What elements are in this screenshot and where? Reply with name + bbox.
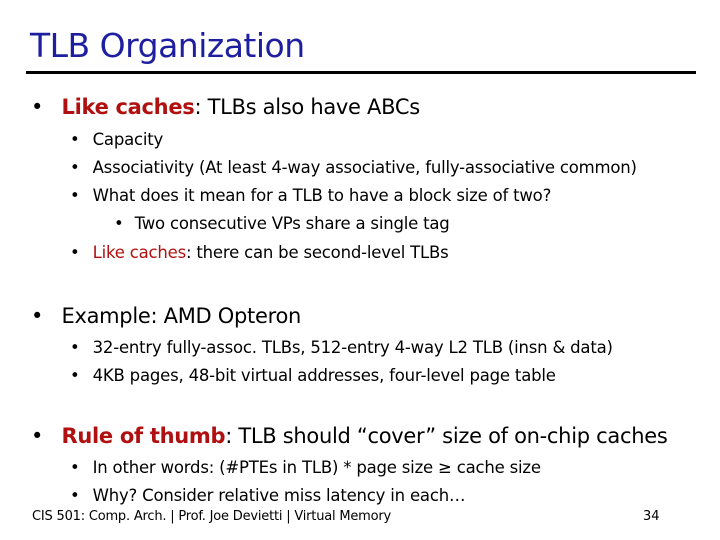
subbullet-text: 4KB pages, 48-bit virtual addresses, four-level page table — [92, 366, 556, 385]
bullet-glyph: • — [70, 338, 80, 357]
subbullet-text: Associativity (At least 4-way associative, fully-associative common) — [92, 158, 637, 177]
subbullet-block-size — [70, 186, 551, 205]
subbullet-text: In other words: (#PTEs in TLB) * page size ≥ cache size — [92, 458, 541, 477]
slide-footer: CIS 501: Comp. Arch. | Prof. Joe Devietti | Virtual Memory — [32, 509, 392, 524]
bullet-glyph: • — [70, 486, 80, 505]
bullet-text: : TLB should “cover” size of on-chip caches — [225, 424, 668, 448]
subsubbullet-text: Two consecutive VPs share a single tag — [134, 214, 450, 233]
subbullet-text: 32-entry fully-assoc. TLBs, 512-entry 4-way L2 TLB (insn & data) — [92, 338, 613, 357]
bullet-text: Example: AMD Opteron — [61, 304, 302, 328]
bullet-glyph: • — [31, 424, 44, 448]
highlight-rule-of-thumb: Rule of thumb — [61, 424, 226, 448]
slide-title: TLB Organization — [30, 26, 305, 65]
subbullet-text: : there can be second-level TLBs — [186, 243, 449, 262]
bullet-glyph: • — [70, 366, 80, 385]
highlight-like-caches: Like caches — [61, 95, 195, 119]
title-underline — [26, 71, 696, 74]
subbullet-text: Capacity — [92, 130, 164, 149]
bullet-glyph: • — [70, 186, 80, 205]
subbullet-text: What does it mean for a TLB to have a block size of two? — [92, 186, 552, 205]
bullet-like-caches — [31, 95, 420, 119]
bullet-text: : TLBs also have ABCs — [194, 95, 420, 119]
subsubbullet-vps — [114, 214, 450, 233]
bullet-rule-of-thumb — [31, 424, 667, 448]
subbullet-pages — [70, 366, 556, 385]
bullet-glyph: • — [70, 130, 80, 149]
bullet-glyph: • — [70, 158, 80, 177]
page-number: 34 — [643, 509, 660, 524]
bullet-glyph: • — [31, 304, 44, 328]
subbullet-other-words — [70, 458, 541, 477]
bullet-glyph: • — [70, 458, 80, 477]
subbullet-text: Why? Consider relative miss latency in each… — [92, 486, 466, 505]
subbullet-capacity — [70, 130, 163, 149]
bullet-example — [31, 304, 301, 328]
subbullet-second-level — [70, 243, 449, 262]
bullet-glyph: • — [70, 243, 80, 262]
subbullet-tlb-sizes — [70, 338, 613, 357]
bullet-glyph: • — [114, 214, 124, 233]
bullet-glyph: • — [31, 95, 44, 119]
subbullet-why — [70, 486, 465, 505]
highlight-like-caches: Like caches — [92, 243, 186, 262]
subbullet-associativity — [70, 158, 637, 177]
